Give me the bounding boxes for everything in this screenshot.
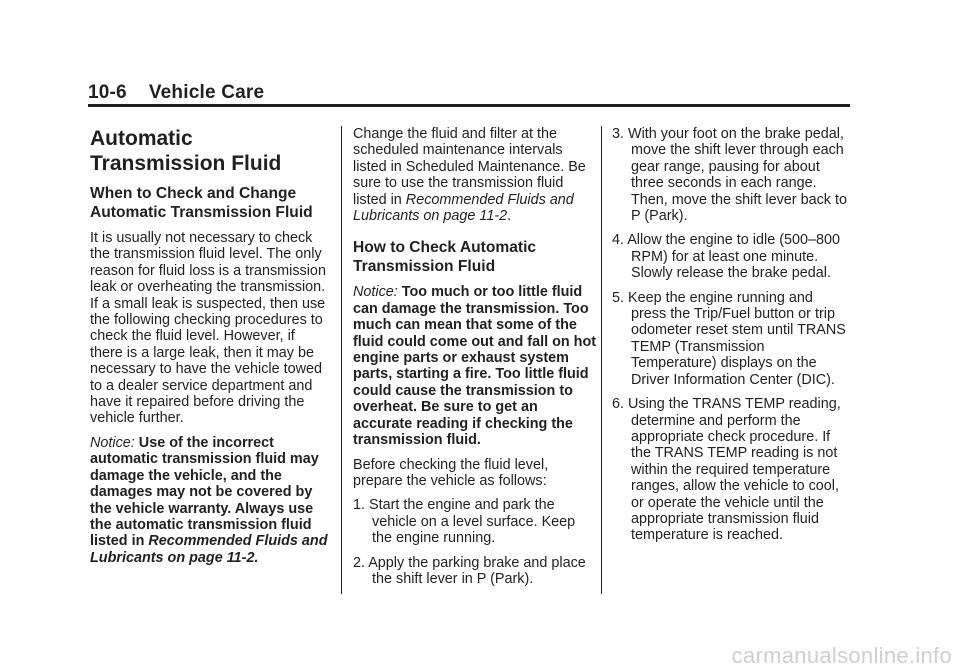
notice-label: Notice: [90,434,135,451]
notice-label: Notice: [353,284,398,301]
step-1: 1. Start the engine and park the vehicle on a level surface. Keep the engine running. [353,497,576,547]
notice-text: Too much or too little fluid can damage the transmission. Too much can mean that some of the fluid could come out and fall on hot engine parts or exhaust system parts, starting a fire. Too little fluid could cause the transmission to overheat. Be sure to get an accurate reading if checking the transmission fluid. [353,284,597,449]
notice-fluid-level [353,284,598,448]
paragraph-fluid-loss: It is usually not necessary to check the transmission fluid level. The only reason for fluid loss is a transmission leak or overheating the transmission. If a small leak is suspected, then use the following checking procedures to check the fluid level. However, if there is a large leak, then it may be necessary to have the vehicle towed to a dealer service department and have it repaired before driving the vehicle further. [90,230,326,427]
page-number: 10-6 [88,82,127,103]
page-header [88,82,264,104]
step-6: 6. Using the TRANS TEMP reading, determine and perform the appropriate check procedure. If the TRANS TEMP reading is not within the required temperature ranges, allow the vehicle to cool, or operate the vehicle until the appropriate transmission fluid temperature is reached. [612,396,841,544]
paragraph-end: . [507,208,512,225]
step-4: 4. Allow the engine to idle (500–800 RPM) for at least one minute. Slowly release the brake pedal. [612,232,841,282]
paragraph-change-fluid [353,126,598,224]
notice-fluid-type [90,435,330,566]
column-divider-1 [341,126,342,594]
paragraph-reference: Recommended Fluids and Lubricants on page 11-2 [353,191,574,225]
column-2 [353,126,598,595]
paragraph-text: Change the fluid and filter at the scheduled maintenance intervals listed in Scheduled Maintenance. Be sure to use the transmission fluid listed in [353,126,586,208]
column-divider-2 [601,126,602,594]
paragraph-prepare: Before checking the fluid level, prepare the vehicle as follows: [353,456,549,489]
column-3 [612,126,852,552]
subheading-how-to-check: How to Check Automatic Transmission Fluid [353,239,537,276]
notice-reference: Recommended Fluids and Lubricants on page 11-2. [90,533,328,566]
subheading-when-to-check: When to Check and Change Automatic Transmission Fluid [90,185,313,221]
section-title: Vehicle Care [148,82,265,103]
header-rule [88,104,850,107]
column-1 [90,126,330,574]
step-3: 3. With your foot on the brake pedal, move the shift lever through each gear range, pausing for about three seconds in each range. Then, move the shift lever back to P (Park). [612,126,847,225]
watermark: carmanualsonline.info [731,643,952,668]
step-5: 5. Keep the engine running and press the Trip/Fuel button or trip odometer reset stem until TRANS TEMP (Transmission Temperature) displays on the Driver Information Center (DIC). [612,289,846,388]
notice-text: Use of the incorrect automatic transmission fluid may damage the vehicle, and the damages may not be covered by the vehicle warranty. Always use the automatic transmission fluid listed in [90,434,319,550]
section-heading: Automatic Transmission Fluid [90,127,282,175]
step-2: 2. Apply the parking brake and place the shift lever in P (Park). [353,554,586,587]
